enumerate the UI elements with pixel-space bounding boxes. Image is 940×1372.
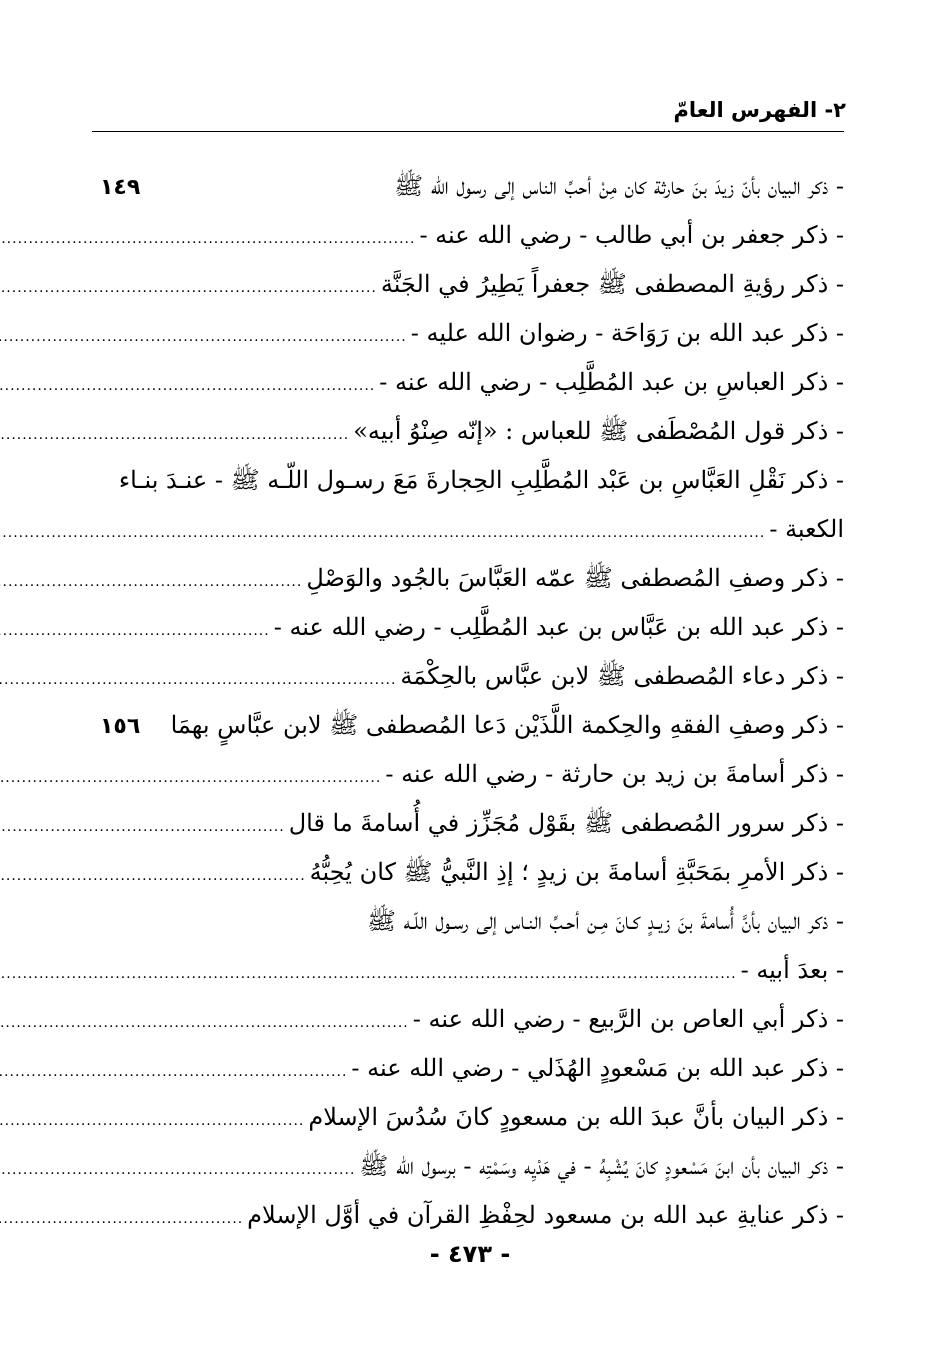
toc-entry-title: - ذكر البيان بأنَّ عبدَ الله بن مسعودٍ كانَ سُدُسَ الإسلام	[308, 1103, 844, 1131]
toc-entry-title: - ذكر قول المُصْطَفى ﷺ للعباس : «إنّه صِنْوُ أبيه»	[353, 417, 844, 445]
toc-entry	[100, 358, 844, 407]
toc-entry	[100, 260, 844, 309]
toc-leader-dots	[0, 313, 407, 362]
toc-leader-dots	[0, 264, 377, 313]
table-of-contents	[100, 162, 844, 1240]
toc-entry-title: - ذكر أبي العاص بن الرَّبيع - رضي الله عنه -	[412, 1005, 844, 1033]
toc-leader-dots	[0, 558, 302, 607]
running-header: ٢- الفهرس العامّ	[673, 98, 846, 122]
toc-leader-dots	[0, 1097, 304, 1146]
toc-entry-title: - ذكر عبد الله بن مَسْعودٍ الهُذَلي - رضي الله عنه -	[351, 1054, 844, 1082]
toc-entry	[100, 1191, 844, 1240]
toc-entry-title: - ذكر الأمرِ بمَحَبَّةِ أسامةَ بن زيدٍ ؛ إذِ النَّبيُّ ﷺ كان يُحِبُّهُ	[309, 858, 844, 886]
toc-leader-dots	[0, 803, 285, 852]
toc-entry-title: - ذكر عبد الله بن رَوَاحَة - رضوان الله عليه -	[410, 319, 844, 347]
toc-entry	[100, 162, 844, 211]
toc-entry	[100, 603, 844, 652]
toc-entry-title: - ذكر عنايةِ عبد الله بن مسعود لحِفْظِ القرآن في أوَّل الإسلام	[247, 1201, 844, 1229]
toc-entry	[100, 309, 844, 358]
toc-entry	[100, 652, 844, 701]
toc-entry-title: - ذكر نَقْلِ العَبَّاسِ بن عَبْد المُطَّلِبِ الحِجارةَ مَعَ رسـول اللّـه ﷺ - عنـدَ بنـاء	[118, 466, 844, 494]
toc-leader-dots	[0, 607, 270, 656]
toc-leader-dots	[0, 656, 396, 705]
toc-entry	[100, 1044, 844, 1093]
toc-entry-title: - ذكر البيان بأنّ زيدَ بنَ حارثة كان مِنْ أحبِّ الناس إلى رسول الله ﷺ	[394, 172, 844, 200]
toc-leader-dots	[0, 754, 381, 803]
toc-entry-title: - ذكر البيان بأن ابنَ مَسْعودٍ كانَ يُشْبِهُ - في هَدْيِه وسَمْتِه - برسول الله ﷺ	[359, 1152, 844, 1180]
toc-leader-dots	[0, 362, 375, 411]
toc-leader-dots	[0, 509, 765, 558]
toc-entry-title: - بعدَ أبيه -	[740, 956, 844, 984]
toc-entry-title: - ذكر جعفر بن أبي طالب - رضي الله عنه -	[419, 221, 844, 249]
toc-entry-title: - ذكر عبد الله بن عَبَّاس بن عبد المُطَّلِب - رضي الله عنه -	[273, 613, 844, 641]
toc-entry-title: - ذكر البيان بأنَّ أُسامةَ بنَ زيـدٍ كـانَ مِـن أحـبِّ النـاس إلى رسـول اللّـه ﷺ	[367, 907, 844, 935]
toc-entry-title: الكعبة -	[769, 515, 844, 543]
toc-entry	[100, 750, 844, 799]
toc-entry	[100, 505, 844, 554]
toc-entry	[100, 701, 844, 750]
toc-entry-page: ١٥٦	[100, 714, 141, 739]
toc-entry	[100, 1093, 844, 1142]
toc-entry-title: - ذكر سرور المُصطفى ﷺ بقَوْل مُجَزِّز في أُسامةَ ما قال	[288, 809, 844, 837]
toc-entry	[100, 897, 844, 946]
toc-leader-dots	[0, 411, 349, 460]
toc-leader-dots	[0, 1048, 347, 1097]
toc-entry-title: - ذكر وصفِ المُصطفى ﷺ عمّه العَبَّاسَ بالجُود والوَصْلِ	[306, 564, 844, 592]
toc-entry	[100, 946, 844, 995]
toc-entry-title: - ذكر دعاء المُصطفى ﷺ لابن عبَّاس بالحِكْمَة	[400, 662, 844, 690]
toc-leader-dots	[0, 1195, 243, 1244]
toc-leader-dots	[0, 999, 409, 1048]
page-number: - ٤٧٣ -	[429, 1240, 511, 1268]
toc-leader-dots	[0, 950, 737, 999]
toc-entry-title: - ذكر العباسِ بن عبد المُطَّلِب - رضي الله عنه -	[379, 368, 844, 396]
toc-leader-dots	[0, 852, 306, 901]
toc-leader-dots	[0, 215, 415, 264]
toc-entry	[100, 995, 844, 1044]
toc-entry	[100, 211, 844, 260]
toc-entry-title: - ذكر رؤيةِ المصطفى ﷺ جعفراً يَطِيرُ في الجَنَّة	[380, 270, 844, 298]
header-rule	[92, 131, 844, 132]
toc-leader-dots	[0, 1146, 355, 1195]
toc-entry	[100, 799, 844, 848]
toc-entry-title: - ذكر أسامةَ بن زيد بن حارثة - رضي الله عنه -	[385, 760, 844, 788]
toc-entry	[100, 1142, 844, 1191]
toc-entry-title: - ذكر وصفِ الفقهِ والحِكمة اللَّذَيْن دَعا المُصطفى ﷺ لابن عبَّاسٍ بهمَا	[170, 711, 844, 739]
toc-entry-page: ١٤٩	[100, 175, 141, 200]
toc-entry	[100, 554, 844, 603]
toc-entry	[100, 848, 844, 897]
toc-entry	[100, 456, 844, 505]
toc-entry	[100, 407, 844, 456]
